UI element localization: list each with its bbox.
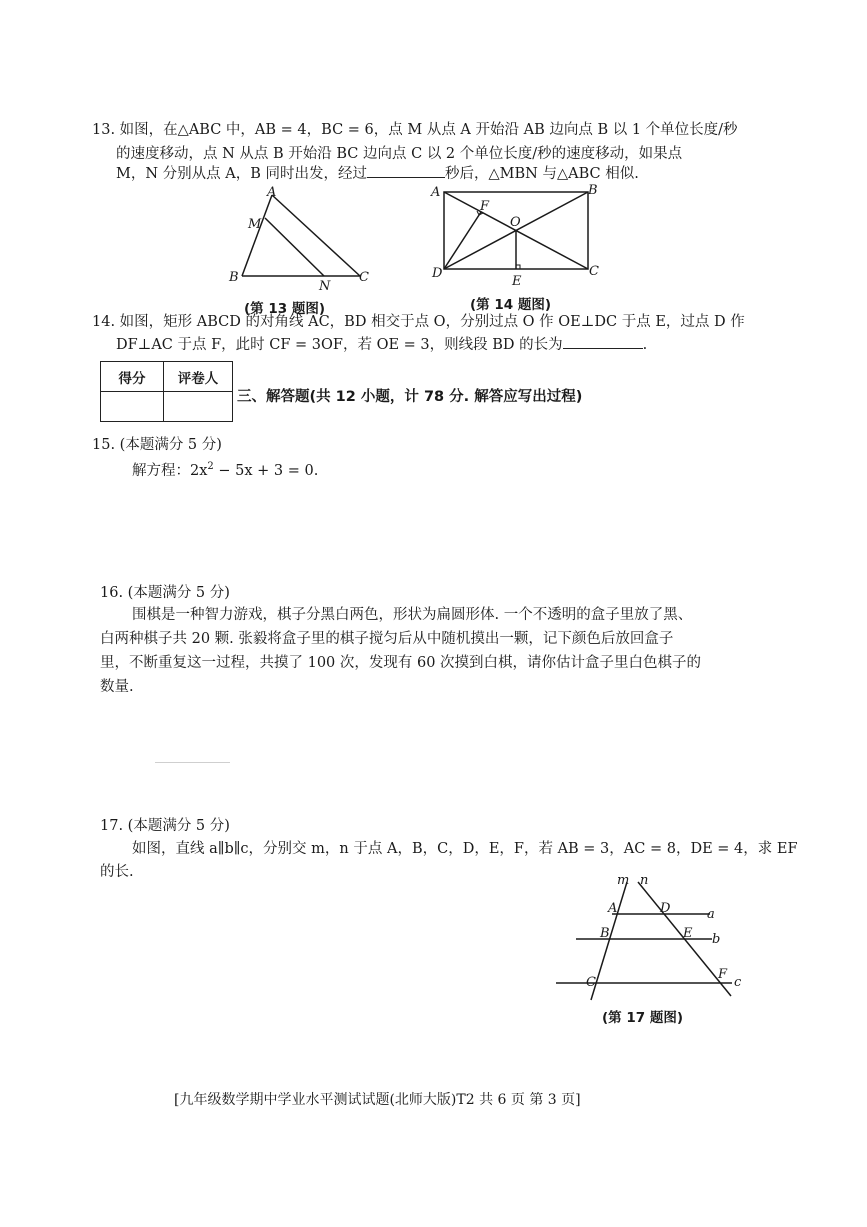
q15-equation [132,456,318,482]
q14-label-d: D [432,266,443,281]
faint-divider [155,762,230,763]
q14-label-e: E [512,274,522,289]
q17-label-n: n [640,873,649,888]
q13-figure [220,185,380,295]
q13-line2: 的速度移动，点 N 从点 B 开始沿 BC 边向点 C 以 2 个单位长度/秒的速度移动，如果点 [116,146,683,162]
q17-label-m: m [617,873,630,888]
q15-exponent: 2 [207,461,214,472]
score-header: 得分 [101,362,164,392]
q13-line3-before: M，N 分别从点 A，B 同时出发，经过 [116,166,367,182]
q17-heading: 17. (本题满分 5 分) [100,818,230,834]
q13-label-m: M [248,217,262,232]
q17-label-a: A [608,901,618,916]
q13-side-ab [242,195,272,276]
q14-line2-after: . [642,337,648,353]
q14-caption: (第 14 题图) [470,297,552,313]
grading-table [100,361,233,422]
page-footer: [九年级数学期中学业水平测试试题(北师大版)T2 共 6 页 第 3 页] [174,1092,581,1108]
q13-label-c: C [359,270,369,285]
q14-label-a: A [431,185,441,200]
q13-label-n: N [319,279,331,294]
q14-label-o: O [510,215,521,230]
q16-line2: 白两种棋子共 20 颗. 张毅将盒子里的棋子搅匀后从中随机摸出一颗，记下颜色后放回盒子 [100,631,674,647]
grader-cell[interactable] [164,392,233,422]
q14-label-f: F [480,199,490,214]
q16-heading: 16. (本题满分 5 分) [100,585,230,601]
q17-caption: (第 17 题图) [602,1010,684,1026]
section-3-heading: 三、解答题(共 12 小题，计 78 分. 解答应写出过程) [237,389,583,405]
q17-label-line-a: a [707,907,715,922]
q13-line3-after: 秒后，△MBN 与△ABC 相似. [445,166,639,182]
q17-label-c: C [586,975,596,990]
grader-header: 评卷人 [164,362,233,392]
q15-equation-before: 解方程：2x [132,462,208,479]
q17-label-d: D [660,901,671,916]
q14-line2-before: DF⊥AC 于点 F，此时 CF = 3OF，若 OE = 3，则线段 BD 的长为 [116,337,563,353]
q17-line2: 的长. [100,864,134,880]
q13-label-b: B [229,270,239,285]
q16-line4: 数量. [100,679,134,695]
q13-segment-mn [265,218,324,276]
q17-label-line-b: b [712,932,721,947]
q17-figure [550,870,750,1005]
q14-figure [425,180,605,290]
q17-line1: 如图，直线 a∥b∥c，分别交 m，n 于点 A，B，C，D，E，F，若 AB = 3，AC = 8，DE = 4，求 EF [132,841,798,857]
q14-line1: 14. 如图，矩形 ABCD 的对角线 AC，BD 相交于点 O，分别过点 O 作 OE⊥DC 于点 E，过点 D 作 [92,314,745,330]
q13-answer-blank[interactable] [367,163,445,178]
q17-label-e: E [683,926,693,941]
q14-answer-blank[interactable] [563,334,643,349]
q13-line1: 13. 如图，在△ABC 中，AB = 4，BC = 6，点 M 从点 A 开始沿 AB 边向点 B 以 1 个单位长度/秒 [92,122,738,138]
q16-line1: 围棋是一种智力游戏，棋子分黑白两色，形状为扁圆形体. 一个不透明的盒子里放了黑、 [132,607,693,623]
q14-line2 [116,334,647,356]
q14-label-c: C [589,264,599,279]
score-cell[interactable] [101,392,164,422]
q16-line3: 里，不断重复这一过程，共摸了 100 次，发现有 60 次摸到白棋，请你估计盒子里白色棋子的 [100,655,702,671]
q14-label-b: B [588,183,598,198]
q13-side-ac [272,195,360,276]
q13-label-a: A [267,185,277,200]
q17-label-line-c: c [734,975,742,990]
q17-label-b: B [600,926,610,941]
q17-label-f: F [718,967,728,982]
q15-equation-after: − 5x + 3 = 0. [213,462,319,479]
q13-caption: (第 13 题图) [244,301,326,317]
q15-heading: 15. (本题满分 5 分) [92,437,222,453]
q14-segment-df [444,212,481,269]
